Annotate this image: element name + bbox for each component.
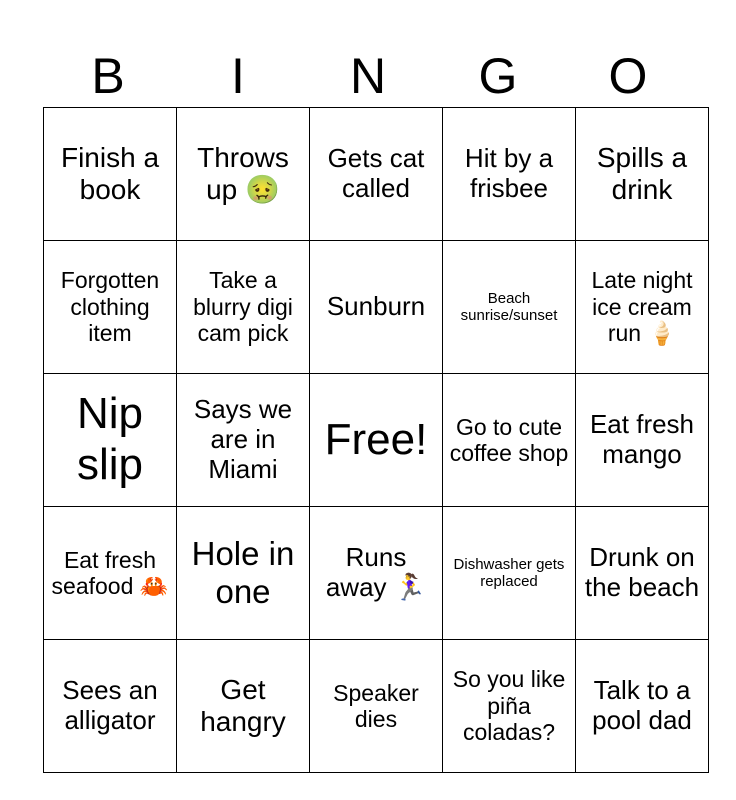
bingo-cell[interactable]: Talk to a pool dad bbox=[576, 640, 709, 773]
bingo-cell[interactable]: Sunburn bbox=[310, 241, 443, 374]
free-space[interactable]: Free! bbox=[310, 374, 443, 507]
bingo-cell[interactable]: Sees an alligator bbox=[44, 640, 177, 773]
header-letter-o: O bbox=[608, 48, 648, 104]
bingo-cell[interactable]: Hit by a frisbee bbox=[443, 108, 576, 241]
bingo-cell[interactable]: Dishwasher gets replaced bbox=[443, 507, 576, 640]
board-row bbox=[44, 640, 709, 773]
bingo-cell[interactable]: Take a blurry digi cam pick bbox=[177, 241, 310, 374]
bingo-cell[interactable]: Runs away 🏃‍♀️ bbox=[310, 507, 443, 640]
bingo-cell[interactable]: Gets cat called bbox=[310, 108, 443, 241]
board-row bbox=[44, 241, 709, 374]
header-letter-i: I bbox=[231, 48, 245, 104]
header-letter-n: N bbox=[349, 48, 387, 104]
header-letter-b: B bbox=[91, 48, 125, 104]
bingo-board bbox=[43, 107, 709, 773]
board-row bbox=[44, 374, 709, 507]
bingo-cell[interactable]: Go to cute coffee shop bbox=[443, 374, 576, 507]
bingo-cell[interactable]: Throws up 🤢 bbox=[177, 108, 310, 241]
bingo-cell[interactable]: Eat fresh seafood 🦀 bbox=[44, 507, 177, 640]
bingo-header bbox=[43, 46, 693, 106]
bingo-cell[interactable]: Forgotten clothing item bbox=[44, 241, 177, 374]
bingo-cell[interactable]: Get hangry bbox=[177, 640, 310, 773]
bingo-cell[interactable]: Speaker dies bbox=[310, 640, 443, 773]
board-row bbox=[44, 507, 709, 640]
bingo-cell[interactable]: Spills a drink bbox=[576, 108, 709, 241]
bingo-cell[interactable]: Eat fresh mango bbox=[576, 374, 709, 507]
bingo-cell[interactable]: Drunk on the beach bbox=[576, 507, 709, 640]
header-letter-g: G bbox=[478, 48, 518, 104]
bingo-cell[interactable]: Nip slip bbox=[44, 374, 177, 507]
bingo-cell[interactable]: Finish a book bbox=[44, 108, 177, 241]
bingo-cell[interactable]: Beach sunrise/sunset bbox=[443, 241, 576, 374]
bingo-cell[interactable]: Says we are in Miami bbox=[177, 374, 310, 507]
bingo-cell[interactable]: Late night ice cream run 🍦 bbox=[576, 241, 709, 374]
bingo-cell[interactable]: So you like piña coladas? bbox=[443, 640, 576, 773]
board-row bbox=[44, 108, 709, 241]
bingo-cell[interactable]: Hole in one bbox=[177, 507, 310, 640]
